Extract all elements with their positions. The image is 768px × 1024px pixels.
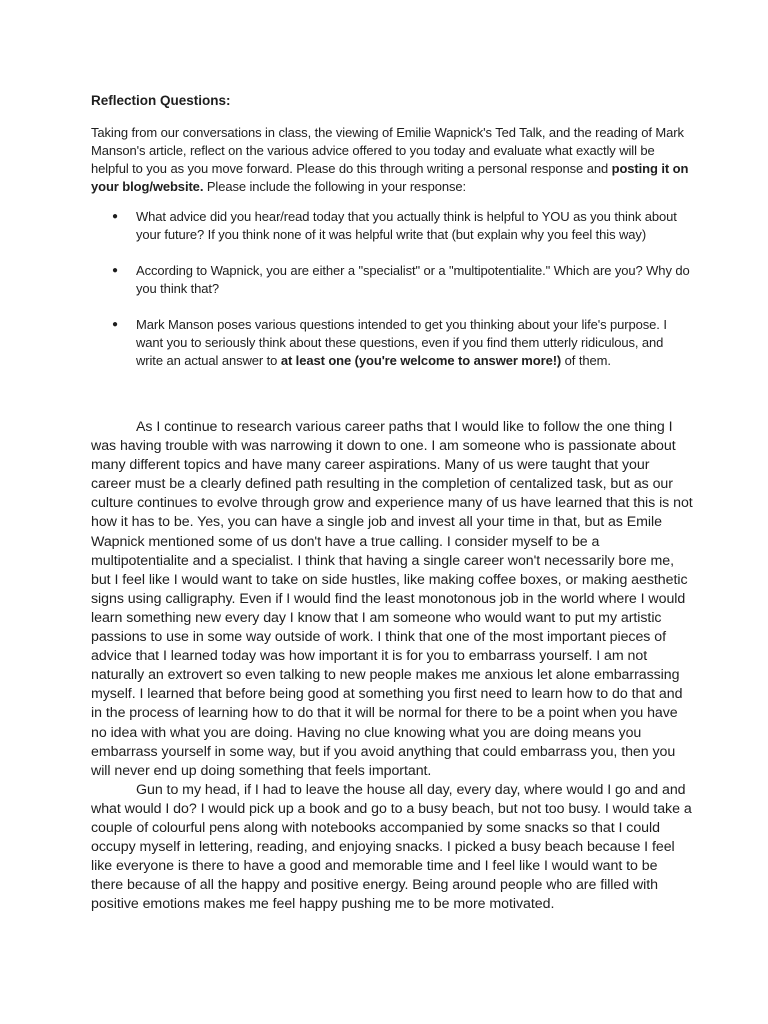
bullet-icon: ● (112, 319, 118, 330)
intro-paragraph (91, 124, 691, 196)
bullet-icon: ● (112, 211, 118, 222)
intro-bold-text: posting it on your blog/website. (91, 161, 689, 194)
list-item-text: According to Wapnick, you are either a "specialist" or a "multipotentialite." Which are you? Why do you think that? (136, 263, 690, 296)
question-list (91, 208, 691, 370)
list-item-text (136, 317, 667, 368)
page-title: Reflection Questions: (91, 93, 231, 108)
bullet-icon: ● (112, 265, 118, 276)
intro-text-before: Taking from our conversations in class, the viewing of Emilie Wapnick's Ted Talk, and the reading of Mark Manson's article, reflect on the various advice offered to you today and evaluate what exactly will be helpful to you as you move forward. Please do this through writing a personal response and (91, 125, 684, 176)
list-item (91, 316, 691, 370)
list-item-text-before: Mark Manson poses various questions intended to get you thinking about your life's purpose. I want you to seriously think about these questions, even if you find them utterly ridiculous, and write an actual answer to (136, 317, 667, 368)
list-item-text: What advice did you hear/read today that you actually think is helpful to YOU as you think about your future? If you think none of it was helpful write that (but explain why you feel this way) (136, 209, 677, 242)
list-item (91, 208, 691, 244)
list-item-bold-text: at least one (you're welcome to answer more!) (280, 353, 562, 368)
list-item-text-after: of them. (561, 353, 611, 368)
intro-text-after: Please include the following in your response: (203, 179, 467, 194)
essay-response (91, 418, 693, 914)
list-item (91, 262, 691, 298)
essay-paragraph: Gun to my head, if I had to leave the house all day, every day, where would I go and and what would I do? I would pick up a book and go to a busy beach, but not too busy. I would take a couple of colourful pens along with notebooks accompanied by some snacks so that I could occupy myself in lettering, reading, and enjoying snacks. I picked a busy beach because I feel like everyone is there to have a good and memorable time and I feel like I would want to be there because of all the happy and positive energy. Being around people who are filled with positive emotions makes me feel happy pushing me to be more motivated. (91, 781, 692, 913)
essay-paragraph: As I continue to research various career paths that I would like to follow the one thing I was having trouble with was narrowing it down to one. I am someone who is passionate about many different topics and have many career aspirations. Many of us were taught that your career must be a clearly defined path resulting in the completion of centalized task, but as our culture continues to evolve through grow and experience many of us have learned that this is not how it has to be. Yes, you can have a single job and invest all your time in that, but as Emile Wapnick mentioned some of us don't have a true calling. I consider myself to be a multipotentialite and a specialist. I think that having a single career won't necessarily bore me, but I feel like I would want to take on side hustles, like making coffee boxes, or making aesthetic signs using calligraphy. Even if I would find the least monotonous job in the world where I would learn something new every day I know that I am someone who would want to put my artistic passions to use in some way outside of work. I think that one of the most important pieces of advice that I learned today was how important it is for you to embarrass yourself. I am not naturally an extrovert so even talking to new people makes me anxious let alone embarrassing myself. I learned that before being good at something you first need to learn how to do that and in the process of learning how to do that it will be normal for there to be a point when you have no idea with what you are doing. Having no clue knowing what you are doing means you embarrass yourself in some way, but if you avoid anything that could embarrass you, then you will never end up doing something that feels important. (91, 419, 693, 779)
